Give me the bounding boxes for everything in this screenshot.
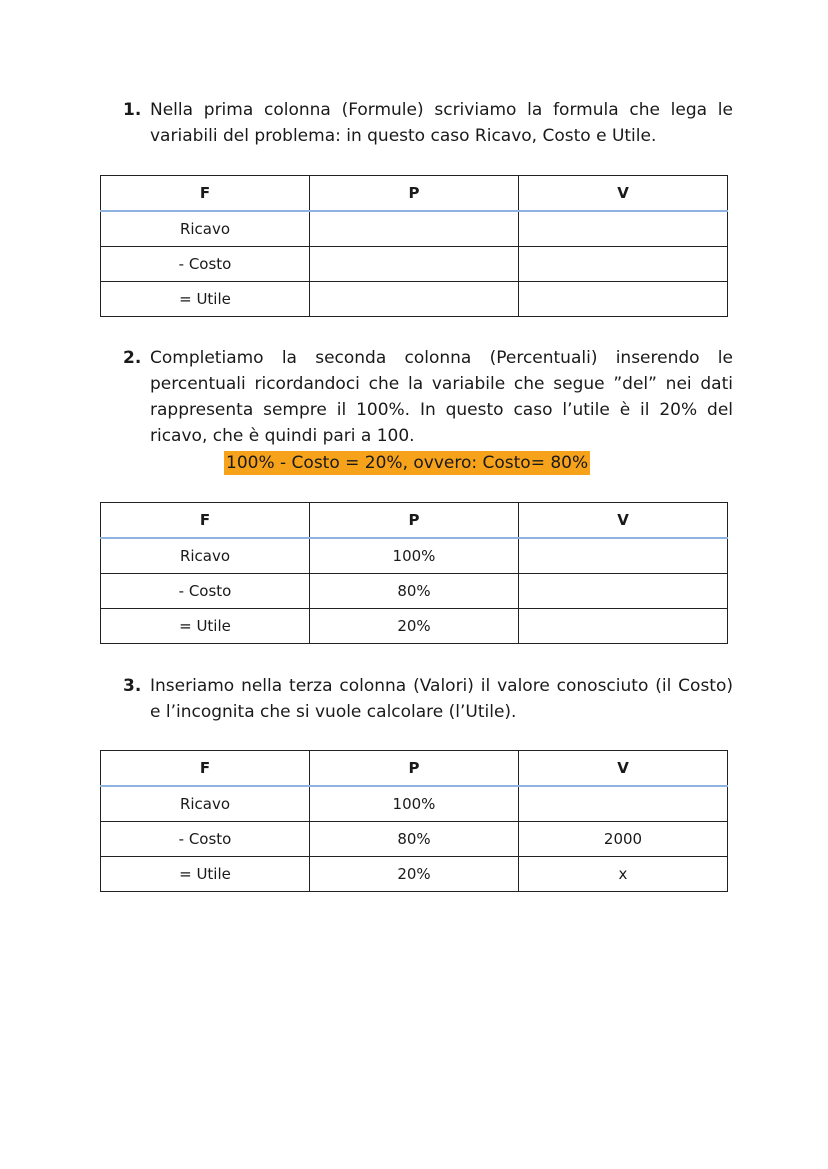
header-v: V <box>519 751 728 787</box>
step-3 <box>123 673 733 725</box>
cell-p: 80% <box>310 574 519 609</box>
cell-v <box>519 786 728 822</box>
table-row <box>101 574 728 609</box>
table-row <box>101 538 728 574</box>
formula-table-3 <box>100 750 728 892</box>
step-text: Nella prima colonna (Formule) scriviamo la formula che lega le variabili del problema: in questo caso Ricavo, Costo e Utile. <box>150 100 733 146</box>
table-row <box>101 211 728 247</box>
table-row <box>101 822 728 857</box>
cell-v <box>519 211 728 247</box>
cell-f: = Utile <box>101 282 310 317</box>
step-number: 3. <box>123 676 142 696</box>
cell-p: 80% <box>310 822 519 857</box>
cell-p: 100% <box>310 786 519 822</box>
cell-f: Ricavo <box>101 211 310 247</box>
cell-v <box>519 282 728 317</box>
cell-v <box>519 574 728 609</box>
step-1 <box>123 97 733 149</box>
header-p: P <box>310 751 519 787</box>
header-f: F <box>101 176 310 212</box>
cell-f: - Costo <box>101 247 310 282</box>
cell-f: - Costo <box>101 574 310 609</box>
table-row <box>101 609 728 644</box>
header-v: V <box>519 503 728 539</box>
cell-v: 2000 <box>519 822 728 857</box>
cell-f: Ricavo <box>101 538 310 574</box>
cell-v <box>519 609 728 644</box>
cell-f: = Utile <box>101 857 310 892</box>
cell-f: - Costo <box>101 822 310 857</box>
header-p: P <box>310 176 519 212</box>
header-p: P <box>310 503 519 539</box>
header-v: V <box>519 176 728 212</box>
table-row <box>101 282 728 317</box>
table-header-row <box>101 751 728 787</box>
highlighted-equation: 100% - Costo = 20%, ovvero: Costo= 80% <box>226 453 589 473</box>
cell-p: 20% <box>310 609 519 644</box>
header-f: F <box>101 751 310 787</box>
step-2 <box>123 345 733 449</box>
cell-p: 20% <box>310 857 519 892</box>
formula-table-2 <box>100 502 728 644</box>
cell-p <box>310 247 519 282</box>
cell-p: 100% <box>310 538 519 574</box>
cell-f: = Utile <box>101 609 310 644</box>
cell-f: Ricavo <box>101 786 310 822</box>
table-row <box>101 247 728 282</box>
header-f: F <box>101 503 310 539</box>
cell-p <box>310 211 519 247</box>
cell-v <box>519 247 728 282</box>
cell-v <box>519 538 728 574</box>
table-header-row <box>101 176 728 212</box>
cell-v: x <box>519 857 728 892</box>
step-text: Completiamo la seconda colonna (Percentuali) inserendo le percentuali ricordandoci che la variabile che segue ”del” nei dati rappresenta sempre il 100%. In questo caso l’utile è il 20% del ricavo, che è quindi pari a 100. <box>150 348 733 446</box>
formula-table-1 <box>100 175 728 317</box>
table-row <box>101 857 728 892</box>
table-row <box>101 786 728 822</box>
table-header-row <box>101 503 728 539</box>
step-number: 2. <box>123 348 142 368</box>
step-number: 1. <box>123 100 142 120</box>
step-text: Inseriamo nella terza colonna (Valori) il valore conosciuto (il Costo) e l’incognita che si vuole calcolare (l’Utile). <box>150 676 733 722</box>
cell-p <box>310 282 519 317</box>
